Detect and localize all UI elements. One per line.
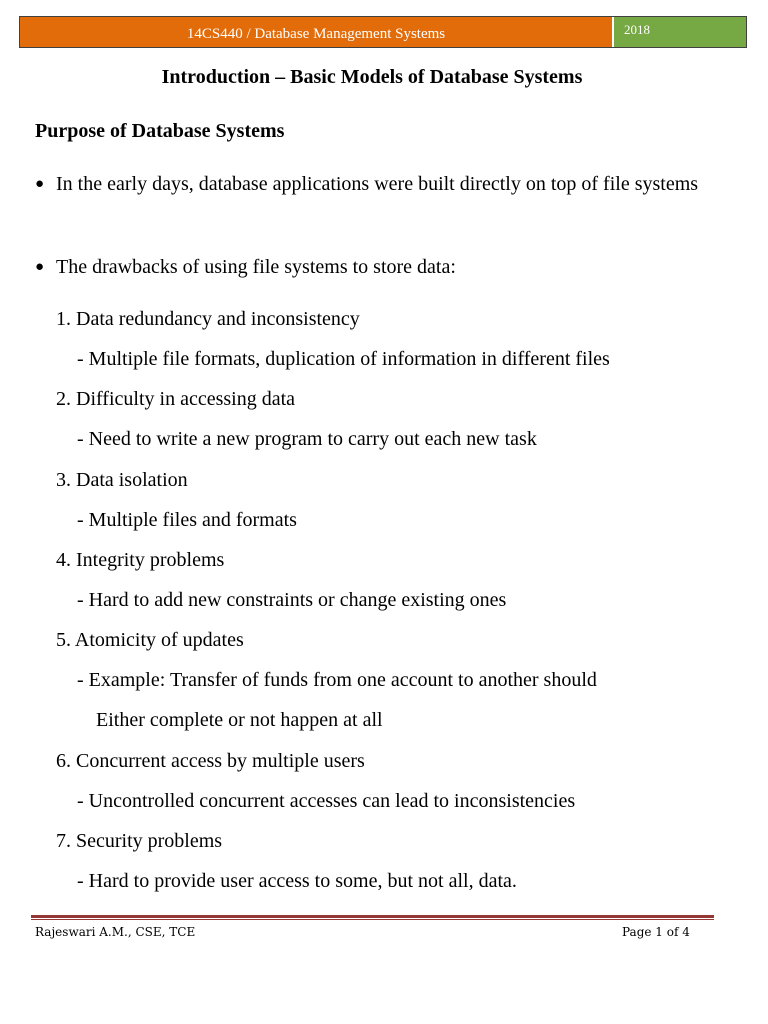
drawback-item: 7. Security problems (56, 830, 223, 852)
bullet-text: In the early days, database applications were built directly on top of file systems (56, 173, 699, 195)
bullet-item (35, 171, 716, 197)
drawback-detail: - Example: Transfer of funds from one account to another should (77, 669, 597, 691)
bullet-icon: ● (35, 259, 45, 275)
drawback-item: 4. Integrity problems (56, 549, 225, 571)
drawback-item: 6. Concurrent access by multiple users (56, 750, 365, 772)
drawback-detail: - Multiple file formats, duplication of information in different files (77, 348, 610, 370)
drawback-item: 3. Data isolation (56, 469, 188, 491)
footer-author: Rajeswari A.M., CSE, TCE (35, 925, 196, 939)
footer-page-number: Page 1 of 4 (622, 925, 690, 939)
bullet-icon: ● (35, 176, 45, 192)
drawback-detail-continuation: Either complete or not happen at all (96, 709, 383, 731)
footer-divider (31, 919, 714, 920)
drawback-detail: - Uncontrolled concurrent accesses can lead to inconsistencies (77, 790, 576, 812)
drawback-item: 5. Atomicity of updates (56, 629, 244, 651)
drawback-item: 2. Difficulty in accessing data (56, 388, 296, 410)
header-year: 2018 (614, 17, 746, 47)
bullet-text: The drawbacks of using file systems to store data: (56, 256, 456, 278)
drawback-detail: - Hard to provide user access to some, but not all, data. (77, 870, 517, 892)
bullet-item (35, 254, 716, 280)
section-heading: Purpose of Database Systems (35, 120, 285, 142)
footer-divider (31, 915, 714, 918)
header-course-title: 14CS440 / Database Management Systems (20, 17, 614, 47)
drawback-detail: - Hard to add new constraints or change existing ones (77, 589, 507, 611)
drawback-detail: - Multiple files and formats (77, 509, 297, 531)
drawback-item: 1. Data redundancy and inconsistency (56, 308, 360, 330)
document-title: Introduction – Basic Models of Database Systems (161, 66, 583, 88)
drawback-detail: - Need to write a new program to carry out each new task (77, 428, 537, 450)
page-header (19, 16, 747, 48)
